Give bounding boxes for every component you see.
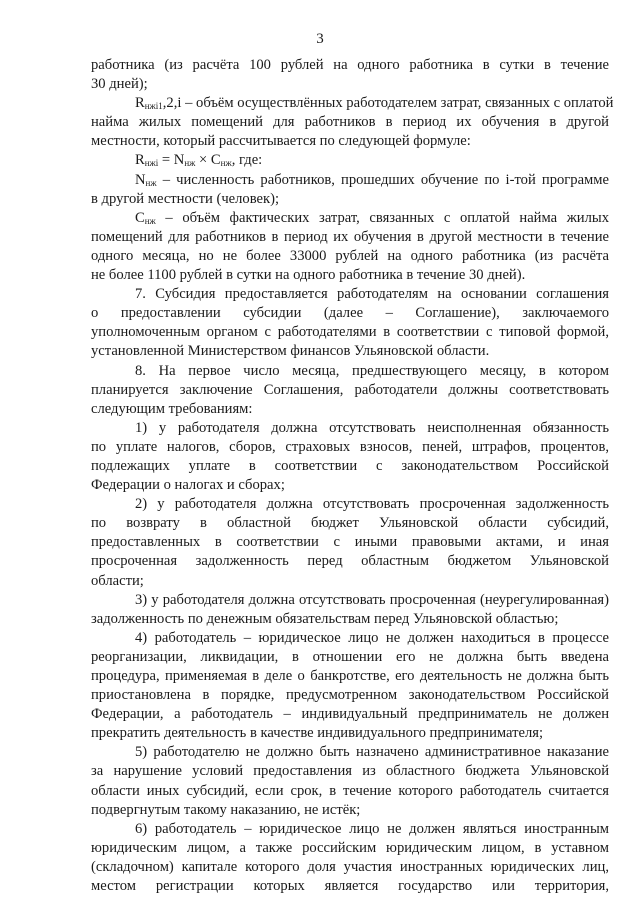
text-line: прекратить деятельность в качестве индивидуального предпринимателя; xyxy=(91,725,544,742)
text-line: $C_{нж}$ – объём фактических затрат, связанных с оплатой найма жилых xyxy=(135,209,609,226)
text-line: 3) у работодателя должна отсутствовать просроченная (неурегулированная) xyxy=(135,591,609,608)
text-line: следующим требованиям: xyxy=(91,400,253,417)
text-line: $R_{нжi1},2,i$ – объём осуществлённых работодателем затрат, связанных с оплатой xyxy=(135,95,614,112)
text-line: местности, который рассчитывается по следующей формуле: xyxy=(91,133,471,150)
page-number: 3 xyxy=(316,31,324,47)
text-line: Федерации о налогах и сборах; xyxy=(91,477,285,494)
text-line: 5) работодателю не должно быть назначено административное наказание xyxy=(135,744,609,761)
text-line: Федерации, а работодатель – индивидуальный предприниматель не должен xyxy=(91,706,609,723)
text-line: 2) у работодателя должна отсутствовать просроченная задолженность xyxy=(135,496,609,513)
text-line: подвергнутым такому наказанию, не истёк; xyxy=(91,801,361,818)
text-line: юридическим лицом, а также российским юридическим лицом, в уставном xyxy=(91,839,609,856)
text-line: предоставленных в соответствии с иными правовыми актами, и иная xyxy=(91,534,609,551)
text-line: работника (из расчёта 100 рублей на одного работника в сутки в течение xyxy=(91,57,609,73)
text-line: уполномоченным органом с работодателями в соответствии с типовой формой, xyxy=(91,324,609,341)
text-line: 8. На первое число месяца, предшествующего месяцу, в котором xyxy=(135,362,609,379)
text-line: 7. Субсидия предоставляется работодателям на основании соглашения xyxy=(135,286,609,303)
text-line: 6) работодатель – юридическое лицо не должен являться иностранным xyxy=(135,820,609,837)
text-line: $N_{нж}$ – численность работников, прошедших обучение по i-той программе xyxy=(135,171,609,188)
text-line: области; xyxy=(91,572,144,589)
text-line: одного месяца, но не более 33000 рублей на одного работника (из расчёта xyxy=(91,247,609,264)
text-line: за нарушение условий предоставления из областного бюджета Ульяновской xyxy=(91,763,609,780)
text-line: 4) работодатель – юридическое лицо не должен находиться в процессе xyxy=(135,629,609,646)
text-line: в другой местности (человек); xyxy=(91,190,280,207)
text-line: планируется заключение Соглашения, работодатели должны соответствовать xyxy=(91,381,609,398)
text-line: просроченная задолженность перед областным бюджетом Ульяновской xyxy=(91,553,609,570)
text-line: области иных субсидий, если срок, в течение которого работодатель считается xyxy=(91,782,609,799)
text-line: $R_{нжi} = N_{нж} \times C_{нж}$, где: xyxy=(135,152,263,169)
document-body xyxy=(91,56,614,896)
text-line: 1) у работодателя должна отсутствовать неисполненная обязанность xyxy=(135,419,609,436)
text-line: не более 1100 рублей в сутки на одного работника в течение 30 дней). xyxy=(91,267,526,284)
text-line: реорганизации, ликвидации, в отношении его не должна быть введена xyxy=(91,648,609,665)
text-line: по возврату в областной бюджет Ульяновской области субсидий, xyxy=(91,515,609,532)
text-line: приостановлена в порядке, предусмотренном законодательством Российской xyxy=(91,687,609,704)
text-line: установленной Министерством финансов Ульяновской области. xyxy=(91,343,490,360)
text-line: по уплате налогов, сборов, страховых взносов, пеней, штрафов, процентов, xyxy=(91,438,609,455)
text-line: задолженность по денежным обязательствам перед Ульяновской областью; xyxy=(91,610,559,627)
text-line: (складочном) капитале которого доля участия иностранных юридических лиц, xyxy=(91,858,609,875)
text-line: процедура, применяемая в деле о банкротстве, его деятельность не должна быть xyxy=(91,668,609,684)
text-line: помещений для работников в период их обучения в другой местности в течение xyxy=(91,228,609,245)
text-line: 30 дней); xyxy=(91,76,148,93)
text-line: местом регистрации которых является государство или территория, xyxy=(91,878,609,895)
text-line: о предоставлении субсидии (далее – Соглашение), заключаемого xyxy=(91,305,609,322)
text-line: подлежащих уплате в соответствии с законодательством Российской xyxy=(91,457,609,474)
text-line: найма жилых помещений для работников в период их обучения в другой xyxy=(91,114,609,131)
